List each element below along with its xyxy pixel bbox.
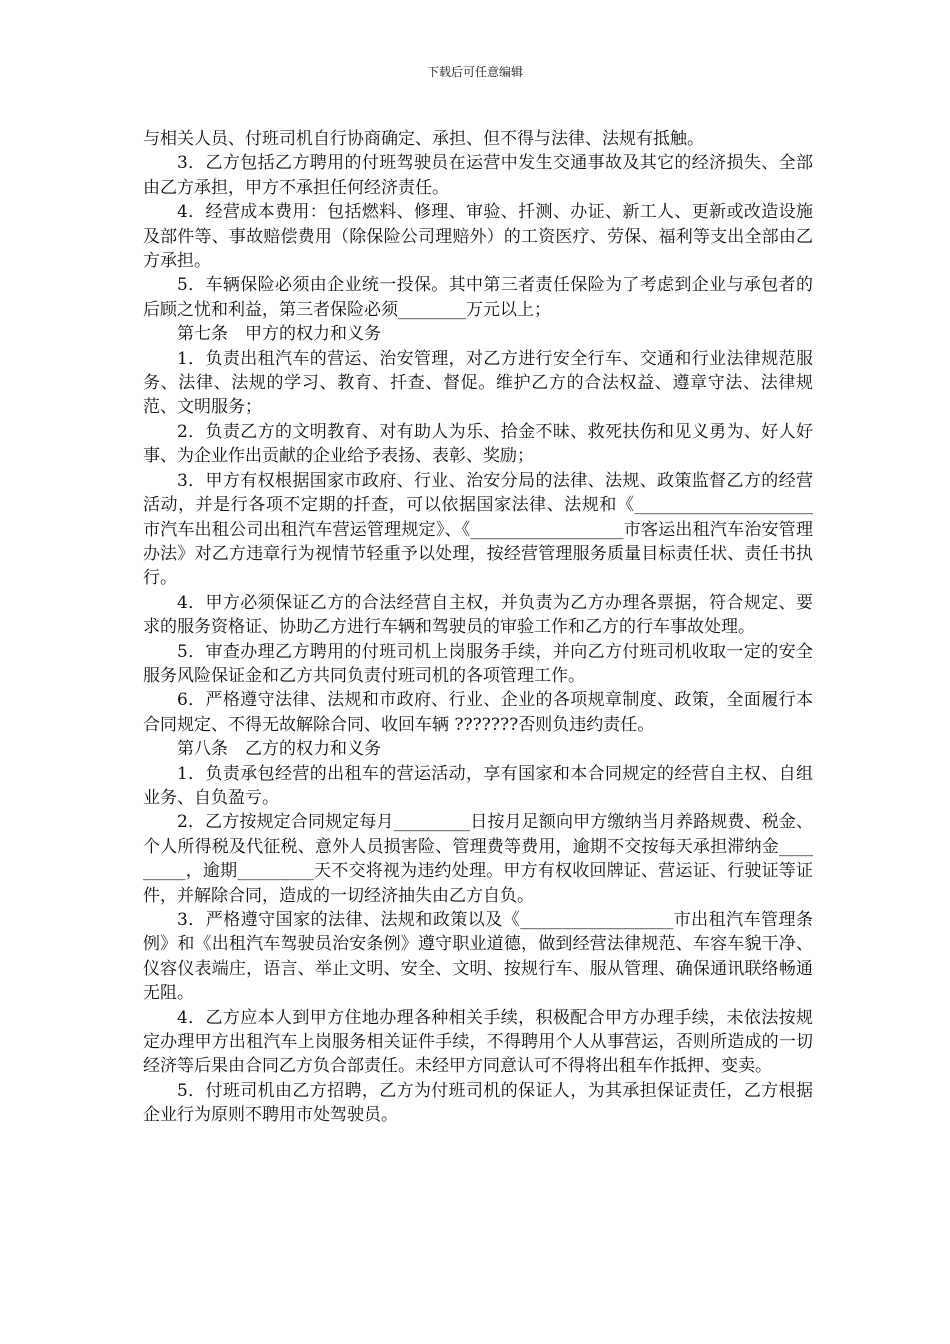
- clause-6-4: 4．经营成本费用：包括燃料、修理、审验、扦测、办证、新工人、更新或改造设施及部件等、事故赔偿费用（除保险公司理赔外）的工资医疗、劳保、福利等支出全部由乙方承担。: [143, 202, 813, 272]
- page-header: 下载后可任意编辑: [426, 65, 523, 79]
- clause-6-5: 5．车辆保险必须由企业统一投保。其中第三者责任保险为了考虑到企业与承包者的后顾之忧和利益，第三者保险必须________万元以上；: [143, 275, 813, 320]
- clause-8-5: 5．付班司机由乙方招聘，乙方为付班司机的保证人，为其承担保证责任，乙方根据企业行为原则不聘用市处驾驶员。: [143, 1080, 813, 1126]
- clause-8-3: 3．严格遵守国家的法律、法规和政策以及《__________________市出租汽车管理条例》和《出租汽车驾驶员治安条例》遵守职业道德，做到经营法律规范、车容车貌干净、仪容仪表端庄，语言、举止文明、安全、文明、按规行车、服从管理、确保通讯联络畅通无阻。: [143, 910, 813, 1004]
- paragraph-continuation: 与相关人员、付班司机自行协商确定、承担、但不得与法律、法规有抵触。: [143, 129, 704, 149]
- clause-7-6: 6．严格遵守法律、法规和市政府、行业、企业的各项规章制度、政策，全面履行本合同规定、不得无故解除合同、收回车辆 ???????否则负违约责任。: [143, 690, 813, 735]
- clause-7-3: 3．甲方有权根据国家市政府、行业、治安分局的法律、法规、政策监督乙方的经营活动，并是行各项不定期的扦查，可以依据国家法律、法规和《_____________________市汽车出租公司出租汽车营运管理规定》、《__________________市客运出租汽车治安管理办法》对乙方违章行为视情节轻重予以处理，按经营管理服务质量目标责任状、责任书执行。: [143, 470, 813, 589]
- clause-8-1: 1．负责承包经营的出租车的营运活动，享有国家和本合同规定的经营自主权、自组业务、自负盈亏。: [143, 763, 813, 808]
- clause-7-4: 4．甲方必须保证乙方的合法经营自主权，并负责为乙方办理各票据，符合规定、要求的服务资格证、协助乙方进行车辆和驾驶员的审验工作和乙方的行车事故处理。: [143, 592, 813, 638]
- clause-7-2: 2．负责乙方的文明教育、对有助人为乐、拾金不昧、救死扶伤和见义勇为、好人好事、为企业作出贡献的企业给予表扬、表彰、奖励；: [143, 421, 813, 467]
- article-8-heading: 第八条 乙方的权力和义务: [177, 739, 381, 760]
- clause-8-4: 4．乙方应本人到甲方住地办理各种相关手续，积极配合甲方办理手续，未依法按规定办理甲方出租汽车上岗服务相关证件手续，不得聘用个人从事营运，否则所造成的一切经济等后果由合同乙方负合部责任。未经甲方同意认可不得将出租车作抵押、变卖。: [143, 1007, 813, 1077]
- article-7-heading: 第七条 甲方的权力和义务: [177, 324, 381, 345]
- clause-6-3: 3．乙方包括乙方聘用的付班驾驶员在运营中发生交通事故及其它的经济损失、全部由乙方承担，甲方不承担任何经济责任。: [143, 153, 813, 198]
- clause-7-1: 1．负责出租汽车的营运、治安管理，对乙方进行安全行车、交通和行业法律规范服务、法律、法规的学习、教育、扦查、督促。维护乙方的合法权益、遵章守法、法律规范、文明服务；: [143, 348, 813, 418]
- document-body: [143, 127, 813, 1128]
- clause-7-5: 5．审查办理乙方聘用的付班司机上岗服务手续，并向乙方付班司机收取一定的安全服务风险保证金和乙方共同负责付班司机的各项管理工作。: [143, 641, 813, 686]
- clause-8-2: 2．乙方按规定合同规定每月_________日按月足额向甲方缴纳当月养路规费、税金、个人所得税及代征税、意外人员损害险、管理费等费用，逾期不交按每天承担滞纳金_________，逾期_________天不交将视为违约处理。甲方有权收回牌证、营运证、行驶证等证件，并解除合同，造成的一切经济抽失由乙方自负。: [143, 812, 813, 906]
